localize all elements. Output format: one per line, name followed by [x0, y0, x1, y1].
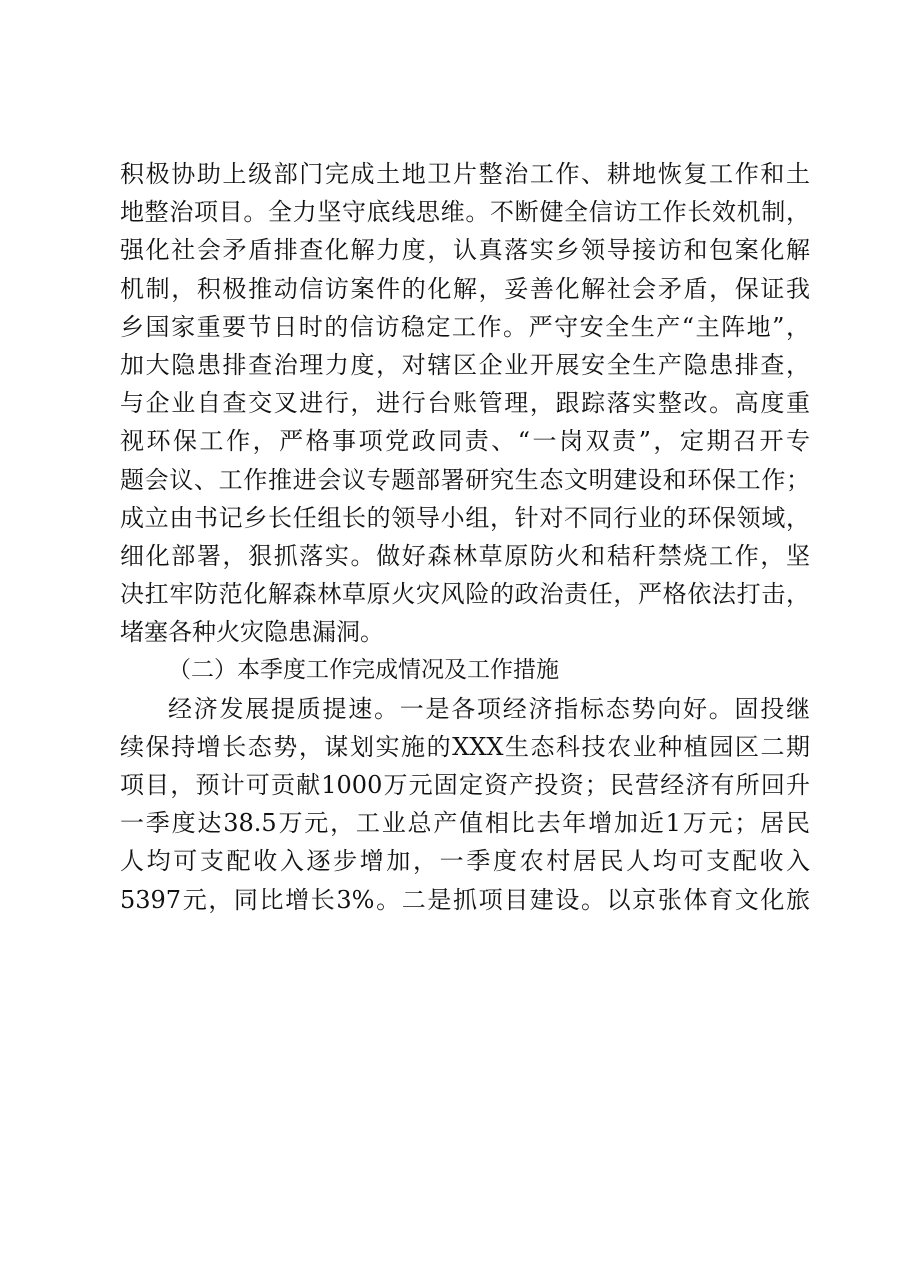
paragraph-line: 5397元，同比增长3%。二是抓项目建设。以京张体育文化旅 — [120, 885, 810, 914]
paragraph-line: 视环保工作，严格事项党政同责、“一岗双责”，定期召开专 — [120, 427, 810, 456]
paragraph-line: 续保持增长态势，谋划实施的XXX生态科技农业种植园区二期 — [120, 732, 810, 761]
paragraph-line: 项目，预计可贡献1000万元固定资产投资；民营经济有所回升 — [120, 771, 810, 799]
paragraph-line: 堵塞各种火灾隐患漏洞。 — [120, 618, 384, 647]
paragraph-line: 细化部署，狠抓落实。做好森林草原防火和秸秆禁烧工作，坚 — [120, 541, 810, 570]
paragraph-line: 人均可支配收入逐步增加，一季度农村居民人均可支配收入 — [120, 847, 810, 876]
paragraph-line: 机制，积极推动信访案件的化解，妥善化解社会矛盾，保证我 — [120, 274, 810, 303]
paragraph-line: 题会议、工作推进会议专题部署研究生态文明建设和环保工作； — [120, 465, 810, 494]
section-heading: （二）本季度工作完成情况及工作措施 — [168, 657, 559, 684]
paragraph-line: 成立由书记乡长任组长的领导小组，针对不同行业的环保领域， — [120, 503, 810, 532]
paragraph-line: 决扛牢防范化解森林草原火灾风险的政治责任，严格依法打击， — [120, 580, 810, 609]
paragraph-line: 经济发展提质提速。一是各项经济指标态势向好。固投继 — [168, 694, 810, 723]
paragraph-line: 地整治项目。全力坚守底线思维。不断健全信访工作长效机制， — [120, 198, 810, 227]
paragraph-line: 加大隐患排查治理力度，对辖区企业开展安全生产隐患排查， — [120, 350, 810, 379]
body-text — [120, 155, 810, 919]
paragraph-line: 与企业自查交叉进行，进行台账管理，跟踪落实整改。高度重 — [120, 389, 810, 418]
paragraph-line: 乡国家重要节日时的信访稳定工作。严守安全生产“主阵地”， — [120, 312, 810, 341]
paragraph-line: 一季度达38.5万元，工业总产值相比去年增加近1万元；居民 — [120, 809, 810, 838]
paragraph-line: 积极协助上级部门完成土地卫片整治工作、耕地恢复工作和土 — [120, 160, 810, 188]
paragraph-line: 强化社会矛盾排查化解力度，认真落实乡领导接访和包案化解 — [120, 236, 810, 265]
